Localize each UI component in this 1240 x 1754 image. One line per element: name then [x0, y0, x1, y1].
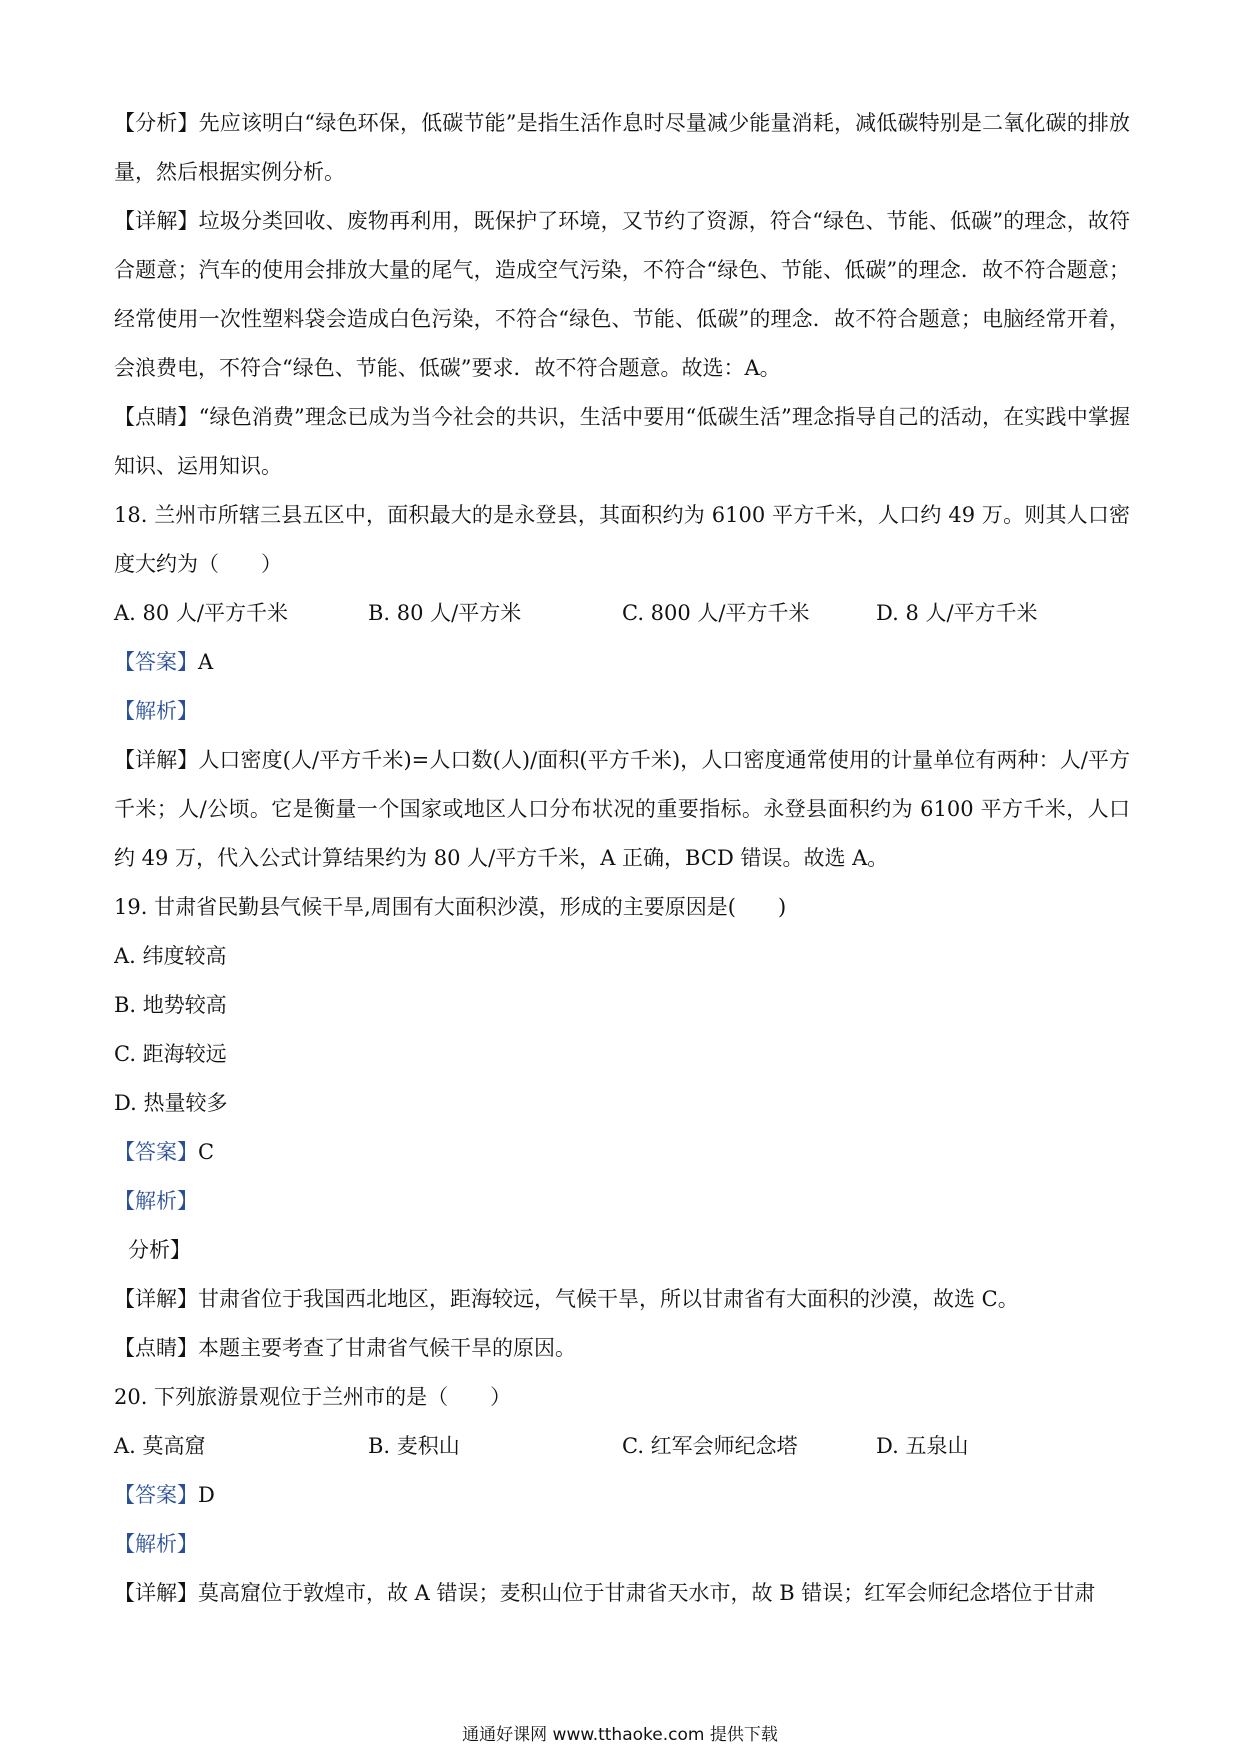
q18-option-a: A. 80 人/平方千米 [114, 601, 288, 625]
q20-option-b: B. 麦积山 [368, 1434, 460, 1458]
detail-tag: 【详解】 [114, 748, 199, 772]
answer-tag: 【答案】 [114, 1483, 198, 1507]
detail-text: 甘肃省位于我国西北地区，距海较远，气候干旱，所以甘肃省有大面积的沙漠，故选 C。 [198, 1287, 1019, 1311]
detail-text: 人口密度(人/平方千米)=人口数(人)/面积(平方千米)，人口密度通常使用的计量单位有两种：人/平方千米；人/公顷。它是衡量一个国家或地区人口分布状况的重要指标。永登县面积约为 6100 平方千米，人口约 49 万，代入公式计算结果约为 80 人/平方千米，A 正确，BCD 错误。故选 A。 [114, 748, 1131, 870]
detail-tag: 【详解】 [114, 209, 199, 233]
q20-analysis-tag: 【解析】 [114, 1532, 198, 1556]
q19-option-d: D. 热量较多 [114, 1091, 228, 1115]
q19-answer [114, 1128, 1130, 1177]
detail-tag: 【详解】 [114, 1287, 198, 1311]
q19-detail [114, 1275, 1130, 1324]
q19-option-c: C. 距海较远 [114, 1042, 227, 1066]
q18-option-d: D. 8 人/平方千米 [876, 601, 1038, 625]
q20-option-c: C. 红军会师纪念塔 [622, 1434, 798, 1458]
q18-option-c: C. 800 人/平方千米 [622, 601, 810, 625]
q17-point [114, 393, 1130, 491]
analysis-tag: 【分析】 [114, 111, 199, 135]
detail-text: 垃圾分类回收、废物再利用，既保护了环境，又节约了资源，符合“绿色、节能、低碳”的理念，故符合题意；汽车的使用会排放大量的尾气，造成空气污染，不符合“绿色、节能、低碳”的理念．故不符合题意；经常使用一次性塑料袋会造成白色污染，不符合“绿色、节能、低碳”的理念．故不符合题意；电脑经常开着，会浪费电，不符合“绿色、节能、低碳”要求．故不符合题意。故选：A。 [114, 209, 1131, 380]
detail-text: 莫高窟位于敦煌市，故 A 错误；麦积山位于甘肃省天水市，故 B 错误；红军会师纪念塔位于甘肃 [198, 1581, 1096, 1605]
q19-option-a: A. 纬度较高 [114, 944, 227, 968]
q20-answer [114, 1471, 1130, 1520]
q18-analysis-tag: 【解析】 [114, 699, 198, 723]
q19-analysis-sub: 分析】 [128, 1238, 191, 1262]
q20-option-a: A. 莫高窟 [114, 1434, 206, 1458]
q19-stem: 19. 甘肃省民勤县气候干旱,周围有大面积沙漠，形成的主要原因是( ) [114, 895, 787, 919]
analysis-text: 先应该明白“绿色环保，低碳节能”是指生活作息时尽量减少能量消耗，减低碳特别是二氧化碳的排放量，然后根据实例分析。 [114, 111, 1131, 184]
q20-option-d: D. 五泉山 [876, 1434, 969, 1458]
document-content [114, 99, 1130, 1618]
q18-answer [114, 638, 1130, 687]
detail-tag: 【详解】 [114, 1581, 198, 1605]
answer-tag: 【答案】 [114, 1140, 198, 1164]
q17-detail [114, 197, 1130, 393]
point-tag: 【点睛】 [114, 405, 199, 429]
answer-value: A [198, 650, 214, 674]
point-tag: 【点睛】 [114, 1336, 198, 1360]
q18-options [114, 589, 1130, 638]
q17-analysis [114, 99, 1130, 197]
q20-stem: 20. 下列旅游景观位于兰州市的是（ ） [114, 1385, 512, 1409]
q18-detail [114, 736, 1130, 883]
q19-point [114, 1324, 1130, 1373]
q20-options [114, 1422, 1130, 1471]
point-text: “绿色消费”理念已成为当今社会的共识，生活中要用“低碳生活”理念指导自己的活动，在实践中掌握知识、运用知识。 [114, 405, 1130, 478]
q18-option-b: B. 80 人/平方米 [368, 601, 522, 625]
q20-detail [114, 1569, 1130, 1618]
q19-analysis-tag: 【解析】 [114, 1189, 198, 1213]
answer-value: C [198, 1140, 215, 1164]
point-text: 本题主要考查了甘肃省气候干旱的原因。 [198, 1336, 576, 1360]
answer-value: D [198, 1483, 215, 1507]
q18-stem: 18. 兰州市所辖三县五区中，面积最大的是永登县，其面积约为 6100 平方千米，人口约 49 万。则其人口密度大约为（ ） [114, 503, 1130, 576]
page-footer: 通通好课网 www.tthaoke.com 提供下载 [462, 1725, 778, 1745]
q19-option-b: B. 地势较高 [114, 993, 227, 1017]
answer-tag: 【答案】 [114, 650, 198, 674]
